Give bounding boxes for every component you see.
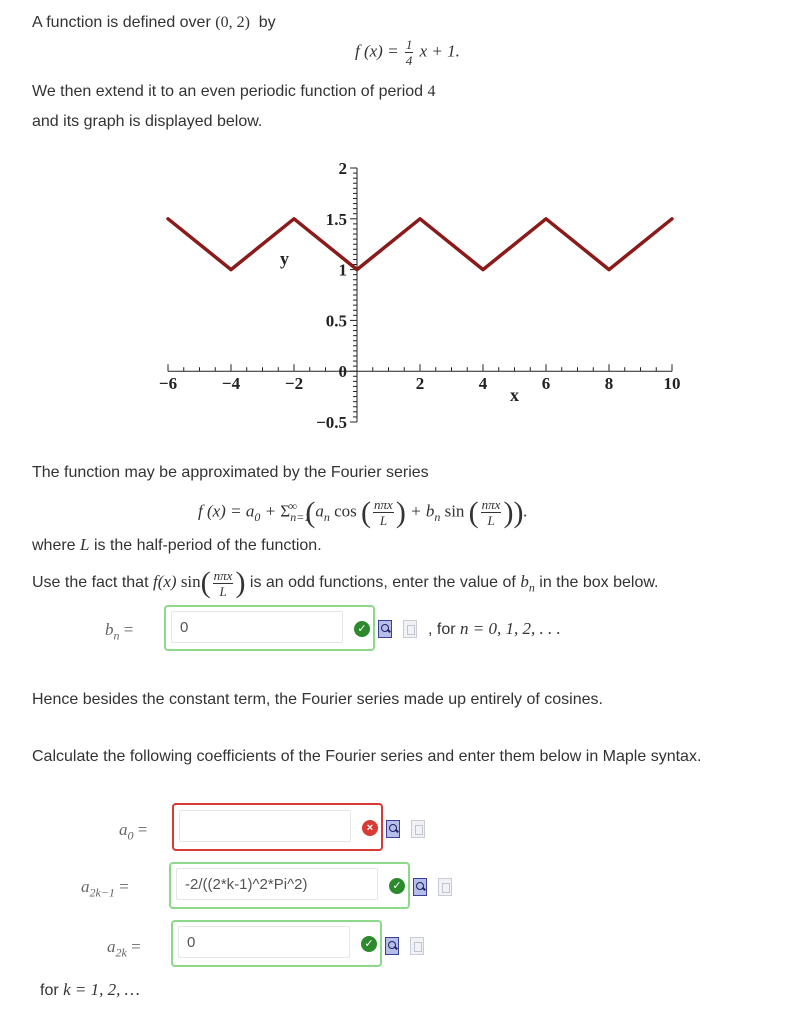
use-fact-text-2: is an odd functions, enter the value of (249, 573, 516, 591)
intro-period-text: We then extend it to an even periodic function of period (32, 83, 424, 100)
where-line (32, 535, 322, 556)
a0-label: $a_0$ = (119, 820, 148, 843)
interval: (0, 2) (215, 14, 250, 31)
y-tick-label: 1 (338, 260, 347, 280)
a2k-label: $a_{2k}$ = (107, 937, 141, 960)
a2k-answer-box (171, 920, 382, 967)
y-tick-label: 2 (338, 159, 347, 178)
y-axis-label: y (280, 248, 290, 269)
k-range (40, 980, 140, 1001)
x-tick-label: 10 (663, 374, 681, 394)
intro-line-3 (32, 82, 436, 102)
use-fact-text: Use the fact that (32, 573, 149, 591)
where-L: L (80, 535, 90, 554)
error-cross-icon: × (362, 820, 378, 836)
x-tick-label: 4 (478, 374, 488, 394)
y-tick-label: −0.5 (316, 413, 347, 432)
bn-label-letter: b (105, 620, 114, 639)
bn-for-text: , for (428, 621, 456, 638)
period-value: 4 (427, 83, 436, 100)
x-tick-label: 6 (541, 374, 551, 394)
x-axis-label: x (510, 385, 519, 406)
x-tick-label: −2 (284, 374, 304, 394)
odd-function-line: Use the fact that f(x) sin( $\frac{\text{nπx}}{L}$ ) is an odd functions, enter the value of $b_n$ in the box below. (32, 566, 659, 599)
syntax-help-icon[interactable] (403, 620, 417, 638)
syntax-help-icon[interactable] (410, 937, 424, 955)
correct-check-icon: ✓ (361, 936, 377, 952)
fraction-quarter (405, 38, 414, 67)
y-tick-label: 0 (338, 362, 347, 382)
where-text: where (32, 537, 76, 554)
series-line (168, 219, 672, 270)
f-sin-expression: f(x) sin( $\frac{\text{nπx}}{L}$ ) (152, 566, 246, 599)
correct-check-icon: ✓ (389, 878, 405, 894)
intro-line-1 (32, 13, 276, 33)
bn-label: $b_n$ = (105, 620, 134, 643)
syntax-help-icon[interactable] (438, 878, 452, 896)
a2k-minus-1-answer-box (169, 862, 410, 909)
bn-range (428, 619, 561, 640)
x-tick-label: 8 (604, 374, 614, 394)
k-range-values: k = 1, 2, … (63, 980, 140, 999)
where-rest: is the half-period of the function. (93, 537, 322, 554)
preview-icon[interactable] (378, 620, 392, 638)
fourier-series-formula: f $(x) = a_0 + \Sigma_{n=1}^\infty$ ($a_n$ cos ( $\frac{\text{nπx}}{L}$ ) + $b_n$ sin ( $\frac{\text{nπx}}{L}$ )). (198, 495, 528, 529)
definition-formula (355, 38, 460, 67)
bn-symbol: b (520, 571, 529, 591)
correct-check-icon: ✓ (354, 621, 370, 637)
syntax-help-icon[interactable] (411, 820, 425, 838)
preview-icon[interactable] (413, 878, 427, 896)
intro-text: A function is defined over (32, 14, 211, 31)
bn-answer-box (164, 605, 375, 651)
a0-answer-box (172, 803, 383, 851)
frac-num: 1 (405, 37, 413, 52)
formula-lhs: f (x) = (355, 41, 399, 61)
y-tick-label: 0.5 (325, 311, 347, 331)
preview-icon[interactable] (385, 937, 399, 955)
x-tick-label: −4 (221, 374, 241, 394)
x-tick-label: 2 (415, 374, 425, 394)
y-tick-label: 1.5 (325, 209, 347, 229)
a0-input[interactable] (179, 810, 351, 842)
use-fact-text-3: in the box below. (539, 573, 659, 591)
a2k-minus-1-label: $a_{2k-1}$ = (81, 877, 129, 900)
hence-text: Hence besides the constant term, the Fourier series made up entirely of cosines. (32, 691, 603, 708)
periodic-function-chart (150, 150, 690, 440)
a2k-minus-1-input[interactable] (176, 868, 378, 900)
intro-line-4: and its graph is displayed below. (32, 113, 263, 130)
bn-input[interactable] (171, 611, 343, 643)
formula-rhs: x + 1. (419, 41, 460, 61)
bn-range-values: n = 0, 1, 2, . . . (460, 619, 561, 638)
intro-by: by (258, 14, 276, 31)
preview-icon[interactable] (386, 820, 400, 838)
frac-den: 4 (405, 53, 413, 68)
calculate-text: Calculate the following coefficients of the Fourier series and enter them below in Maple syntax. (32, 748, 702, 765)
for-k-text: for (40, 982, 59, 999)
x-tick-label: −6 (158, 374, 178, 394)
a2k-input[interactable] (178, 926, 350, 958)
fourier-intro: The function may be approximated by the Fourier series (32, 464, 429, 481)
